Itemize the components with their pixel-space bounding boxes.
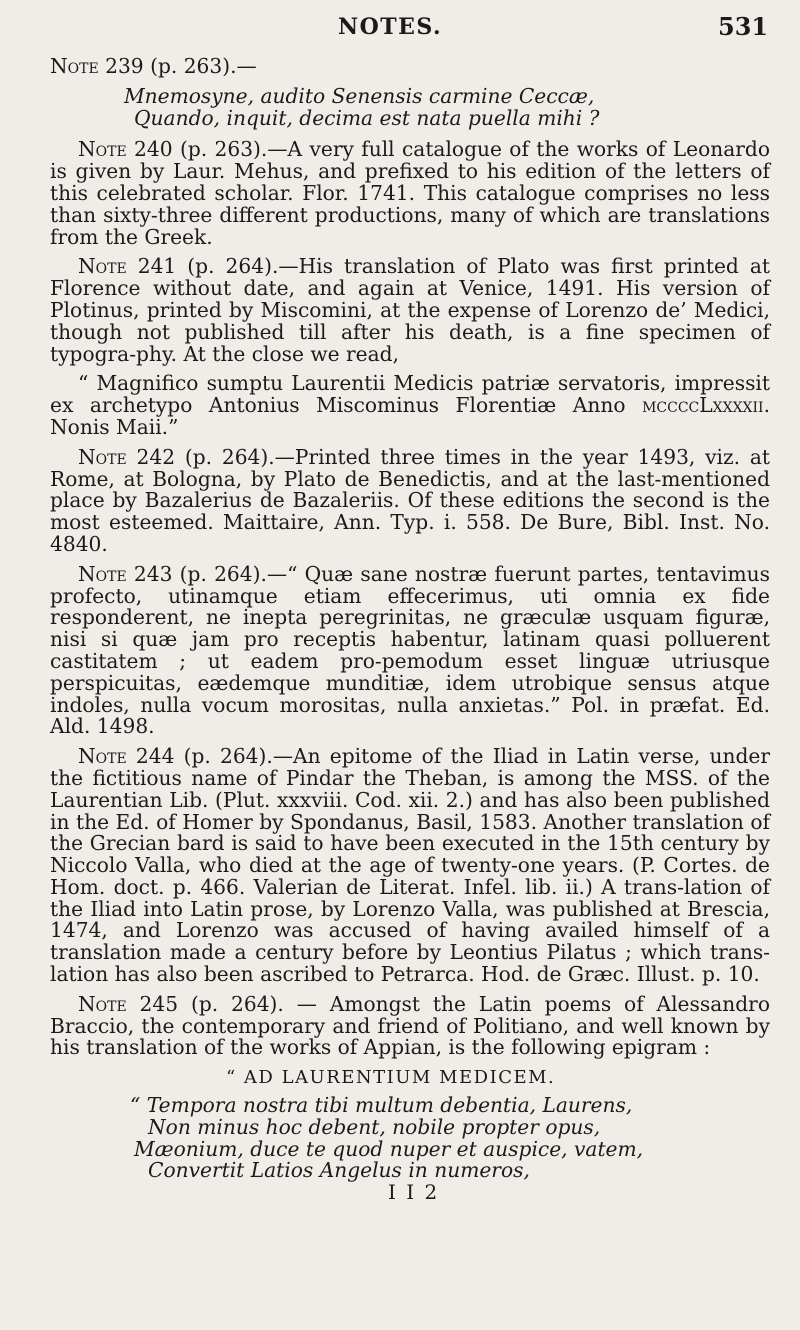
note-239-verse [124,83,770,130]
verse-line: Quando, inquit, decima est nata puella mihi ? [134,105,600,130]
note-245 [50,991,770,1060]
verse-line: Convertit Latios Angelus in numeros, [148,1158,530,1183]
note-text: 244 (p. 264).—An epitome of the Iliad in Latin verse, under the fictitious name of Pindar the Theban, is among the MSS. of the Laurentian Lib. (Plut. xxxviii. Cod. xii. 2.) and has also been published in the Ed. of Homer by Spondanus, Basil, 1583. Another translation of the Grecian bard is said to have been executed in the 15th century by Niccolo Valla, who died at the age of twenty-one years. (P. Cortes. de Hom. doct. p. 466. Valerian de Literat. Infel. lib. ii.) A trans-lation of the Iliad into Latin prose, by Lorenzo Valla, was published at Brescia, 1474, and Lorenzo was accused of having availed himself of a translation made a century before by Leontius Pilatus ; which trans-lation has also been ascribed to Petrarca. Hod. de Græc. Illust. p. 10. [50,744,770,987]
note-label: Note [78,561,127,586]
notes-body [50,56,770,1204]
verse-line: “ Tempora nostra tibi multum debentia, Laurens, [130,1093,633,1118]
signature-mark: I I 2 [388,1180,440,1205]
note-244 [50,746,770,986]
note-240 [50,139,770,248]
epigram-verse [130,1095,770,1182]
note-text: 241 (p. 264).—His translation of Plato was first printed at Florence without date, and again at Venice, 1491. His version of Plotinus, printed by Miscomini, at the expense of Lorenzo de’ Medici, though not published till after his death, is a fine specimen of typogra-phy. At the close we read, [50,254,770,366]
page-number: 531 [718,12,769,41]
quote-year: mccccLxxxxii. [642,393,770,418]
quote-text: “ Magnifico sumptu Laurentii Medicis patriæ servatoris, impressit ex archetypo Antonius Miscominus Florentiæ Anno [50,371,770,418]
note-241-quote [50,373,770,438]
running-title: NOTES. [338,14,443,40]
note-text: 240 (p. 263).—A very full catalogue of the works of Leonardo is given by Laur. Mehus, and prefixed to his edition of the letters of this celebrated scholar. Flor. 1741. This catalogue comprises no less than sixty-three different productions, many of which are translations from the Greek. [50,137,770,249]
note-label: Note [78,137,127,162]
note-label: Note [78,254,127,279]
note-label: Note [78,744,127,769]
verse-line: Non minus hoc debent, nobile propter opus, [148,1114,601,1139]
note-242 [50,444,770,556]
note-ref: 239 (p. 263).— [98,54,257,78]
note-text: 242 (p. 264).—Printed three times in the year 1493, viz. at Rome, at Bologna, by Plato de Benedictis, and at the last-mentioned place by Bazalerius de Bazaleriis. Of these editions the second is the most esteemed. Maittaire, Ann. Typ. i. 558. De Bure, Bibl. Inst. No. 4840. [50,444,770,556]
note-label: Note [78,991,127,1016]
note-label: Note [50,54,99,78]
verse-line: Mæonium, duce te quod nuper et auspice, vatem, [134,1136,644,1161]
note-text: 243 (p. 264).—“ Quæ sane nostræ fuerunt partes, tentavimus profecto, utinamque etiam effecerimus, uti omnia ex fide responderent, ne inepta peregrinitas, ne græculæ usquam figuræ, nisi si quæ jam pro receptis habentur, latinam quasi polluerent castitatem ; ut eadem pro-pemodum esset linguæ utriusque perspicuitas, eædemque munditiæ, idem utrobique sensus atque indoles, nulla vocum morositas, nulla anxietas.” Pol. in præfat. Ed. Ald. 1498. [50,561,770,739]
note-239 [50,56,770,78]
epigram-title: “ AD LAURENTIUM MEDICEM. [226,1067,556,1089]
quote-end: Nonis Maii.” [50,414,179,439]
note-label: Note [78,444,127,469]
note-text: 245 (p. 264). — Amongst the Latin poems of Alessandro Braccio, the contemporary and friend of Politiano, and well known by his translation of the works of Appian, is the following epigram : [50,991,770,1060]
note-243 [50,561,770,739]
verse-line: Mnemosyne, audito Senensis carmine Ceccæ, [124,83,595,108]
page-header [0,10,800,42]
note-241 [50,256,770,365]
